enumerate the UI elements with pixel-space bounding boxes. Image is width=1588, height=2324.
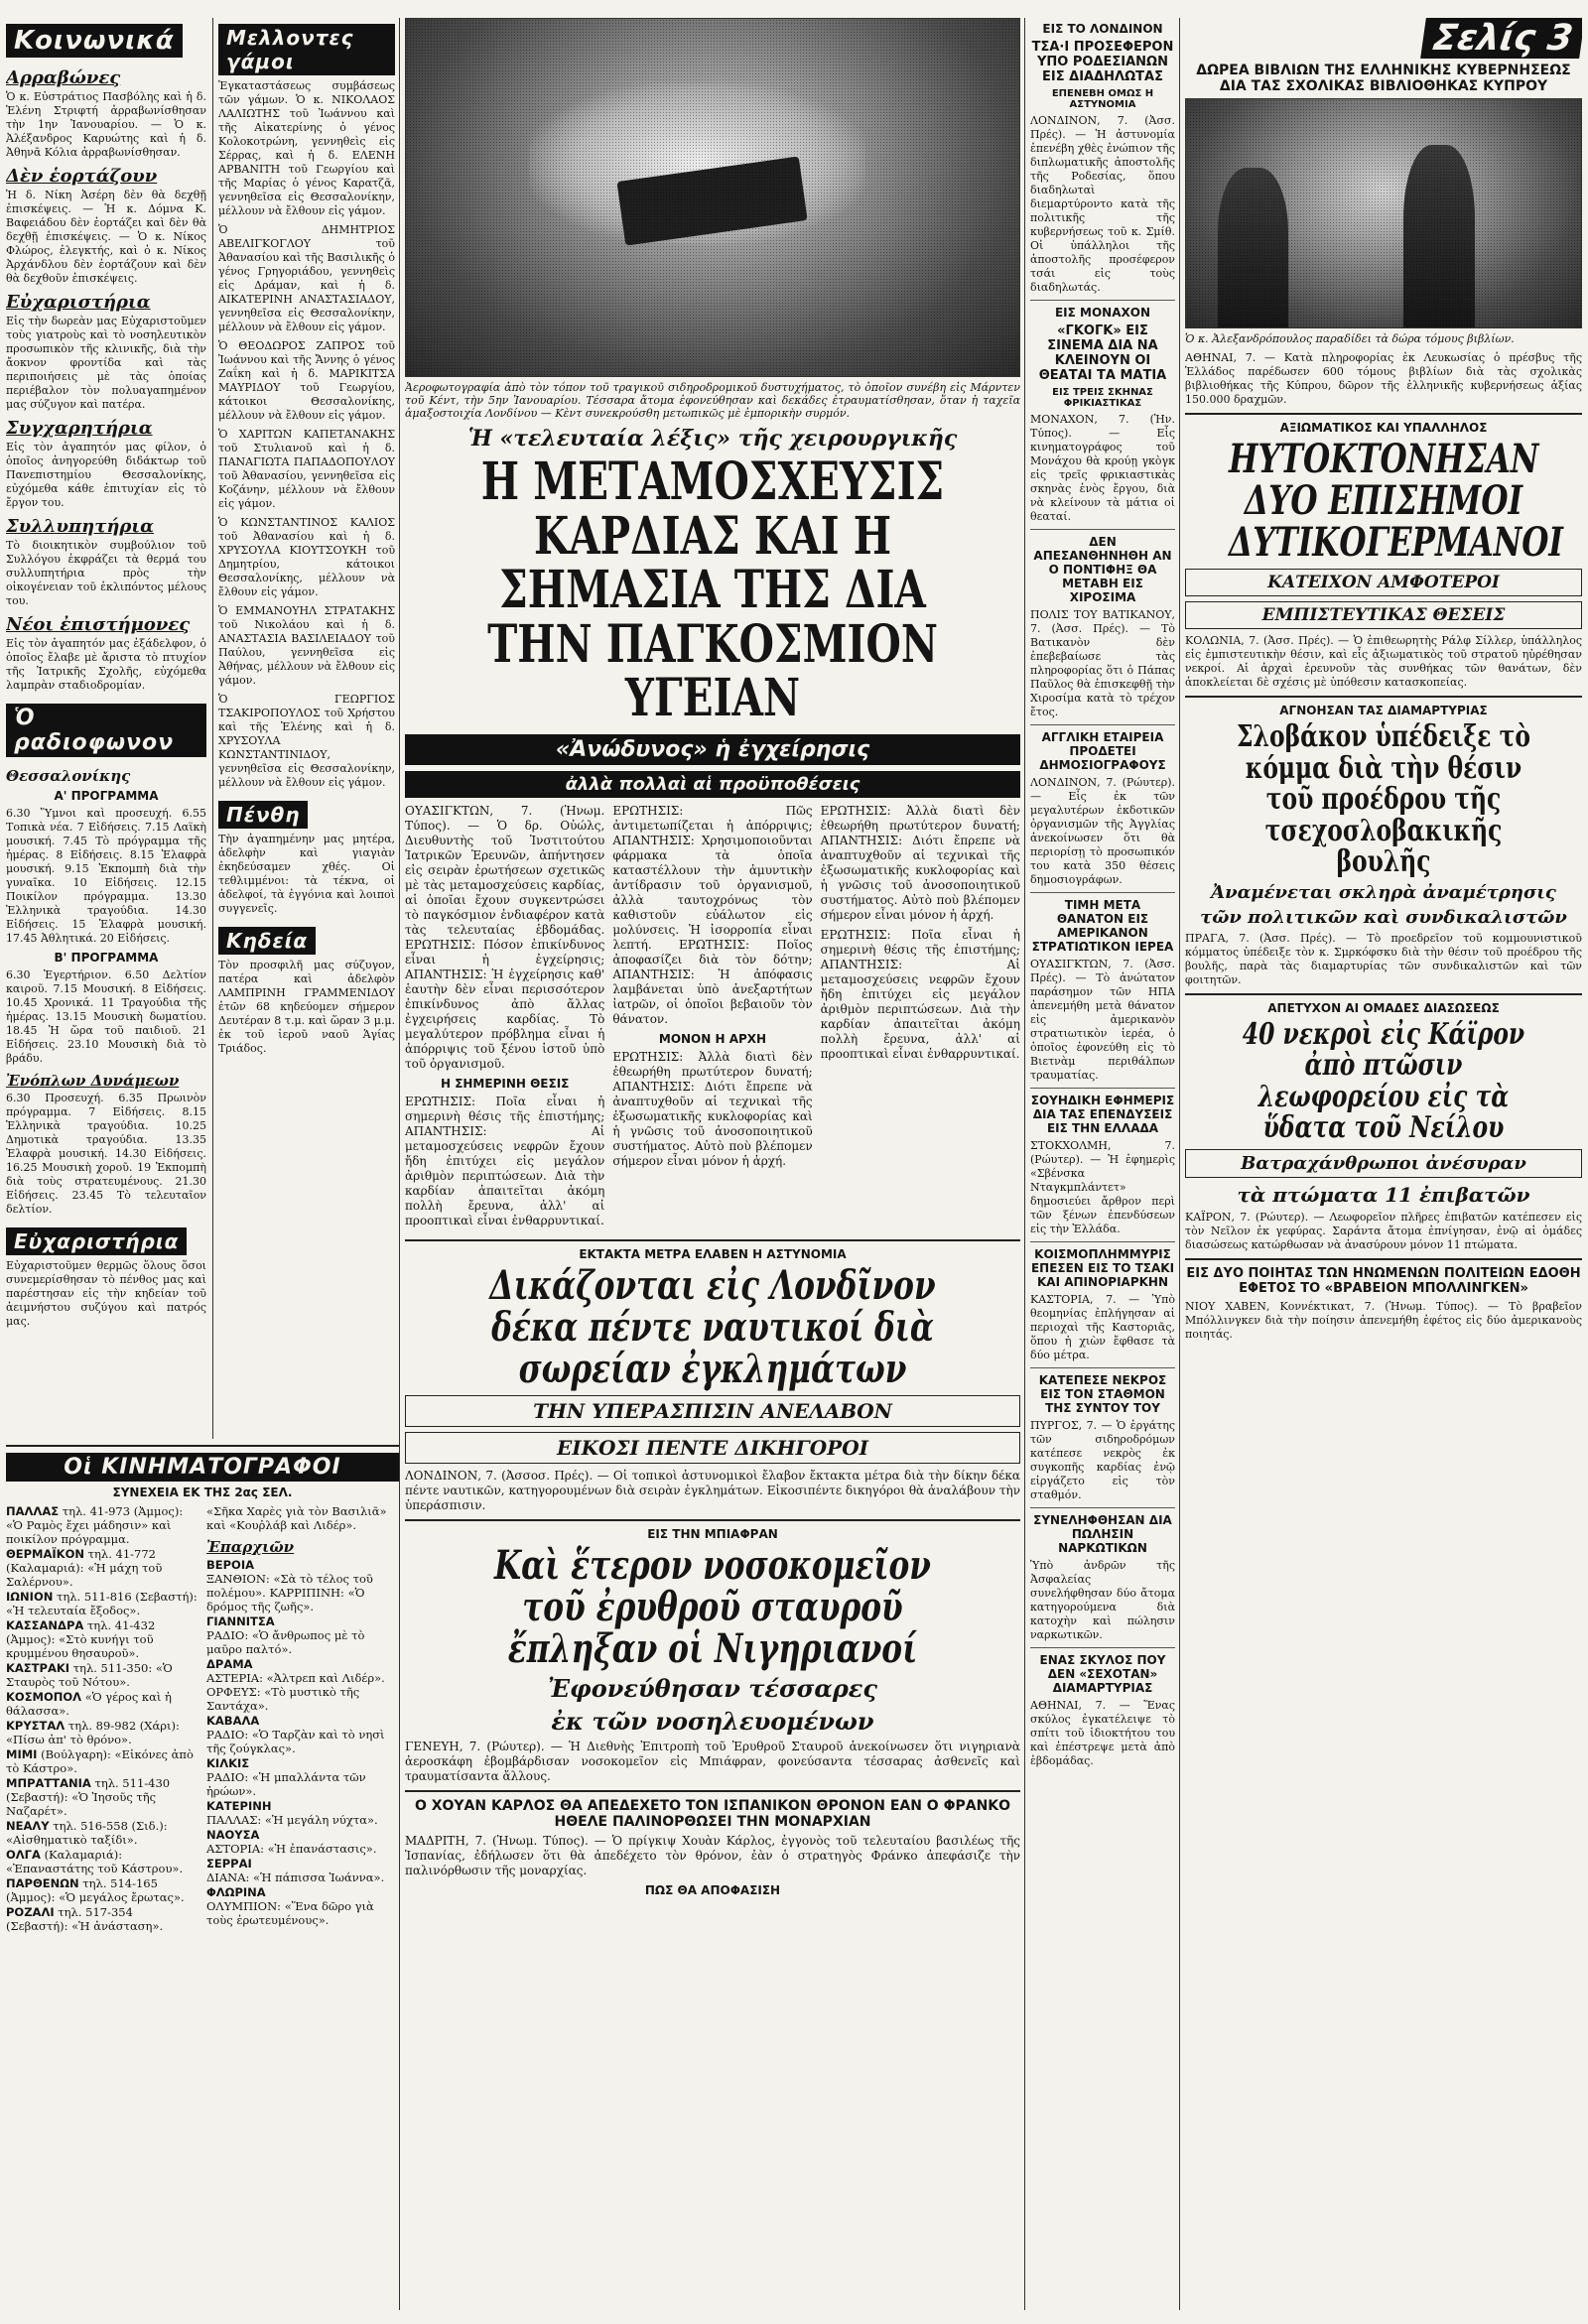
program-a-title: Α' ΠΡΟΓΡΑΜΜΑ (54, 789, 159, 803)
engagements-title: Αρραβώνες (6, 67, 121, 88)
heart-article-text: ΟΥΑΣΙΓΚΤΩΝ, 7. (Ἡνωμ. Τύπος). — Ὁ δρ. Οὐώλς, Διευθυντὴς τοῦ Ἰνστιτούτου Ἰατρικῶν Ἐρευνῶν, ἀπήντησεν εἰς σειρὰν ἐρωτήσεων σχετικῶς μὲ τὰς μεταμοσχεύσεις καρδίας, αἱ ὁποῖαι ἔχουν συγκεντρώσει τὸ παγκόσμιον ἐνδιαφέρον κατὰ τὰς τελευταίας ἑβδομάδας. ΕΡΩΤΗΣΙΣ: Πόσον ἐπικίνδυνος εἶναι ἡ ἐγχείρησις; ΑΠΑΝΤΗΣΙΣ: Ἡ ἐγχείρησις καθ' ἑαυτὴν δὲν εἶναι περισσότερον ἐπικίνδυνος ἀπὸ ἄλλας ἐγχειρήσεις καρδίας. Τὸ μεγαλύτερον πρόβλημα εἶναι ἡ ἀπόρριψις τοῦ ξένου ἱστοῦ ὑπὸ τοῦ ὀργανισμοῦ. (405, 803, 605, 1071)
cinema-entry: ΙΩΝΙΟΝ τηλ. 511-816 (Σεβαστή): «Ἡ τελευταία ἔξοδος». (6, 1590, 198, 1617)
slovak-sub: Ἀναμένεται σκληρὰ ἀναμέτρησις (1211, 881, 1556, 903)
heart-kicker: Ἡ «τελευταία λέξις» τῆς χειρουργικῆς (467, 426, 958, 452)
heart-subhead: «Ἀνώδυνος» ἡ ἐγχείρησις (405, 734, 1020, 765)
short-news-column (1030, 18, 1175, 2310)
province-entry: ΝΑΟΥΣΑ ΑΣΤΟΡΙΑ: «Ἡ ἐπανάστασις». (206, 1828, 377, 1856)
divider (1185, 993, 1582, 995)
suicide-kicker: ΑΞΙΩΜΑΤΙΚΟΣ ΚΑΙ ΥΠΑΛΛΗΛΟΣ (1279, 421, 1488, 435)
slovak-kicker: ΑΓΝΟΗΣΑΝ ΤΑΣ ΔΙΑΜΑΡΤΥΡΙΑΣ (1279, 704, 1488, 717)
scientists-title: Νέοι ἐπιστήμονες (6, 614, 191, 635)
news-text: ΠΟΛΙΣ ΤΟΥ ΒΑΤΙΚΑΝΟΥ, 7. (Ἀσσ. Πρές). — Τὸ Βατικανὸν δὲν ἐπεβεβαίωσε τὰς πληροφορίας ὅτι ὁ Πάπας Παῦλος θὰ ἐπισκεφθῇ τὴν Χιροσίμα κατὰ τὸ τρέχον ἔτος. (1030, 608, 1175, 718)
cairo-headline: 40 νεκροὶ εἰς Κάϊρον ἀπὸ πτῶσιν λεωφορείου εἰς τὰ ὕδατα τοῦ Νείλου (1242, 1016, 1525, 1145)
news-headline: ΕΝΑΣ ΣΚΥΛΟΣ ΠΟΥ ΔΕΝ «ΣΕΧΟΤΑΝ» ΔΙΑΜΑΡΤΥΡΙΑΣ (1039, 1653, 1166, 1695)
cinema-section (6, 1439, 399, 2312)
cinema-entry: ΟΛΓΑ (Καλαμαριά): «Ἐπαναστάτης τοῦ Κάστρου». (6, 1848, 184, 1875)
news-text: ΛΟΝΔΙΝΟΝ, 7. (Ἀσσ. Πρές). — Ἡ ἀστυνομία ἐπενέβη χθὲς ἐνώπιον τῆς διπλωματικῆς ἀποστολῆς τῆς Ροδεσίας, ὅπου διαδηλωταὶ διεμαρτύροντο κατὰ τῆς πολιτικῆς τῆς κυβερνήσεως τοῦ κ. Σμίθ. Οἱ ὑπάλληλοι τῆς ἀποστολῆς προσέφερον τσάι εἰς τοὺς διαδηλωτάς. (1030, 114, 1175, 294)
news-text: Ὑπὸ ἀνδρῶν τῆς Ἀσφαλείας συνελήφθησαν δύο ἄτομα κατηγορούμενα διὰ κατοχὴν καὶ πώλησιν ναρκωτικῶν. (1030, 1559, 1175, 1641)
suicide-box: ΚΑΤΕΙΧΟΝ ΑΜΦΟΤΕΡΟΙ (1185, 569, 1582, 596)
wedding-notice: Ὁ ΘΕΟΔΩΡΟΣ ΖΑΠΡΟΣ τοῦ Ἰωάννου καὶ τῆς Ἄννης ὁ γένος Ζαΐκη καὶ ἡ δ. ΜΑΡΙΚΙΤΣΑ ΜΑΥΡΙΔΟΥ τοῦ Γεωργίου, κάτοικοι Θεσσαλονίκης, μέλλουν νὰ ἔλθουν εἰς γάμον. (218, 339, 395, 422)
news-text: ΚΑΣΤΟΡΙΑ, 7. — Ὑπὸ θεομηνίας ἐπλήγησαν αἱ περιοχαὶ τῆς Καστοριᾶς, ὅπου ἡ χιὼν ἔφθασε τὰ δύο μέτρα. (1030, 1293, 1175, 1361)
cinema-subhead: ΣΥΝΕΧΕΙΑ ΕΚ ΤΗΣ 2ας ΣΕΛ. (112, 1485, 293, 1499)
books-photo (1185, 98, 1582, 328)
biafra-sub: Ἐφονεύθησαν τέσσαρες (547, 1673, 878, 1703)
divider (6, 1445, 399, 1447)
news-headline: ΔΕΝ ΑΠΕΣΑΝΘΗΝΗΘΗ ΑΝ Ο ΠΟΝΤΙΦΗΞ ΘΑ ΜΕΤΑΒΗ ΕΙΣ ΧΙΡΟΣΙΜΑ (1033, 535, 1172, 604)
london-headline: Δικάζονται εἰς Λονδῖνον δέκα πέντε ναυτικοί διὰ σωρείαν ἐγκλημάτων (489, 1261, 936, 1392)
suicide-headline: ΗΥΤΟΚΤΟΝΗΣΑΝ ΔΥΟ ΕΠΙΣΗΜΟΙ ΔΥΤΙΚΟΓΕΡΜΑΝΟΙ (1229, 436, 1564, 566)
thanks-title: Εὐχαριστήρια (6, 292, 151, 313)
news-subhead: ΕΙΣ ΤΡΕΙΣ ΣΚΗΝΑΣ ΦΡΙΚΙΑΣΤΙΚΑΣ (1052, 387, 1153, 409)
poets-headline: ΕΙΣ ΔΥΟ ΠΟΙΗΤΑΣ ΤΩΝ ΗΝΩΜΕΝΩΝ ΠΟΛΙΤΕΙΩΝ ΕΔΟΘΗ ΕΦΕΤΟΣ ΤΟ «ΒΡΑΒΕΙΟΝ ΜΠΟΛΛΙΝΓΚΕΝ» (1186, 1265, 1581, 1296)
slovak-headline: Σλοβάκον ὑπέδειξε τὸ κόμμα διὰ τὴν θέσιν τοῦ προέδρου τῆς τσεχοσλοβακικῆς βουλῆς (1237, 719, 1530, 879)
news-headline: ΑΓΓΛΙΚΗ ΕΤΑΙΡΕΙΑ ΠΡΟΔΕΤΕΙ ΔΗΜΟΣΙΟΓΡΑΦΟΥΣ (1039, 730, 1166, 772)
biafra-text: ΓΕΝΕΥΗ, 7. (Ρώυτερ). — Ἡ Διεθνὴς Ἐπιτροπὴ τοῦ Ἐρυθροῦ Σταυροῦ ἀνεκοίνωσεν ὅτι νιγηριανὰ ἀεροσκάφη ἐβομβάρδισαν νοσοκομεῖον εἰς Μπιάφραν, φονεύσαντα τέσσαρας ἀσθενεῖς καὶ τραυματίσαντα ἄλλους. (405, 1739, 1020, 1783)
cinema-banner: Οἱ ΚΙΝΗΜΑΤΟΓΡΑΦΟΙ (6, 1453, 399, 1482)
wedding-notice: Ὁ ΓΕΩΡΓΙΟΣ ΤΣΑΚΙΡΟΠΟΥΛΟΣ τοῦ Χρήστου καὶ τῆς Ἑλένης καὶ ἡ δ. ΧΡΥΣΟΥΛΑ ΚΩΝΣΤΑΝΤΙΝΙΔΟΥ, γεννηθεῖσα εἰς Θεσσαλονίκην, μέλλουν νὰ ἔλθουν εἰς γάμον. (218, 693, 395, 789)
biafra-kicker: ΕΙΣ ΤΗΝ ΜΠΙΑΦΡΑΝ (647, 1526, 778, 1541)
heart-section-title: ΜΟΝΟΝ Η ΑΡΧΗ (658, 1031, 767, 1046)
cinema-entry: ΚΑΣΣΑΝΔΡΑ τηλ. 41-432 (Ἀμμος): «Στὸ κυνήγι τοῦ κρυμμένου θησαυροῦ». (6, 1618, 156, 1660)
funeral-text: Τὸν προσφιλῆ μας σύζυγον, πατέρα καὶ ἀδελφὸν ΛΑΜΠΡΙΝΗ ΓΡΑΜΜΕΝΙΔΟΥ ἐτῶν 68 κηδεύομεν σήμερον Δευτέραν 8 τ.μ. καὶ ὥραν 3 μ.μ. ἐκ τοῦ ἱεροῦ ναοῦ Ἁγίας Τριάδος. (218, 959, 395, 1055)
thanks-text: Εἰς τὴν δωρεὰν μας Εὐχαριστοῦμεν τοὺς γιατροὺς καὶ τὸ νοσηλευτικὸν προσωπικὸν τῆς κλινικῆς, διὰ τὴν ἄοκνον φροντίδα καὶ τὰς περιποιήσεις μὲ τὰς ὁποίας περιέβαλον τὸν πολυαγαπημένον μας σύζυγον καὶ πατέρα. (6, 315, 206, 411)
scientists-text: Εἰς τὸν ἀγαπητόν μας ἐξάδελφον, ὁ ὁποῖος ἔλαβε μὲ ἄριστα τὸ πτυχίον τῆς Ἰατρικῆς Σχολῆς, εὐχόμεθα λαμπρὰν σταδιοδρομίαν. (6, 637, 206, 692)
suicide-text: ΚΟΛΩΝΙΑ, 7. (Ἀσσ. Πρές). — Ὁ ἐπιθεωρητὴς Ράλφ Σίλλερ, ὑπάλληλος εἰς ἐμπιστευτικὴν θέσιν, καὶ εἷς ἀξιωματικὸς τοῦ στρατοῦ ηὑρέθησαν νεκροί. Αἱ ἀρχαὶ ἐρευνοῦν τὰς συνθήκας τῶν θανάτων, δὲν ἀποκλείεται δὲ σχέσις μὲ ὑπόθεσιν κατασκοπείας. (1185, 634, 1582, 689)
mourning-banner: Πένθη (218, 801, 308, 829)
heart-subhead-2: ἀλλὰ πολλαὶ αἱ προϋποθέσεις (405, 771, 1020, 798)
province-entry: ΚΙΛΚΙΣ ΡΑΔΙΟ: «Ἡ μπαλλάντα τῶν ἡρώων». (206, 1756, 366, 1798)
suicide-box: ΕΜΠΙΣΤΕΥΤΙΚΑΣ ΘΕΣΕΙΣ (1185, 601, 1582, 629)
cinema-list-provinces (206, 1503, 399, 1934)
news-text: ΣΤΟΚΧΟΛΜΗ, 7. (Ρώυτερ). — Ἡ ἐφημερὶς «Σβένσκα Νταγκμπλάντετ» δημοσιεύει ἄρθρον περὶ τῶν ξένων ἐπενδύσεων εἰς τὴν Ἑλλάδα. (1030, 1139, 1175, 1235)
weddings-column (218, 18, 395, 1447)
news-text: ΛΟΝΔΙΝΟΝ, 7. (Ρώυτερ). — Εἷς ἐκ τῶν μεγαλυτέρων ἐκδοτικῶν ὀργανισμῶν τῆς Ἀγγλίας ἀνεκοίνωσεν ὅτι θὰ περιορίσῃ τὸ προσωπικόν του κατὰ 350 θέσεις δημοσιογράφων. (1030, 776, 1175, 886)
photo-caption: Ἀεροφωτογραφία ἀπὸ τὸν τόπον τοῦ τραγικοῦ σιδηροδρομικοῦ δυστυχήματος, τὸ ὁποῖον συνέβη εἰς Μάρντεν τοῦ Κέντ, τὴν 5ην Ἰανουαρίου. Τέσσαρα ἄτομα ἐφονεύθησαν καὶ δεκάδες ἐτραυματίσθησαν, ὅταν ἡ ταχεῖα ἁμαξοστοιχία Λονδίνου — Κὲντ συνεκρούσθη μετωπικῶς μὲ ἐμπορικὴν συρμόν. (405, 381, 1020, 420)
weddings-banner: Μελλοντες γάμοι (218, 24, 395, 75)
nameday-title: Δὲν ἑορτάζουν (6, 166, 158, 187)
center-columns (405, 18, 1020, 2310)
slovak-sub: τῶν πολιτικῶν καὶ συνδικαλιστῶν (1200, 906, 1567, 928)
province-entry: ΔΡΑΜΑ ΑΣΤΕΡΙΑ: «Ἀλτρεπ καὶ Λιδέρ». ΟΡΦΕΥΣ: «Τὸ μυστικὸ τῆς Σαντάχα». (206, 1657, 385, 1713)
social-banner: Κοινωνικά (6, 24, 183, 58)
condolence-title: Συλλυπητήρια (6, 516, 154, 537)
news-subhead: ΕΠΕΝΕΒΗ ΟΜΩΣ Η ΑΣΤΥΝΟΜΙΑ (1051, 88, 1154, 110)
program-a-text: 6.30 Ὕμνοι καὶ προσευχή. 6.55 Τοπικὰ νέα. 7 Εἰδήσεις. 7.15 Λαϊκὴ μουσική. 7.45 Τὸ πρόγραμμα τῆς ἡμέρας. 8 Εἰδήσεις. 8.15 Ἑλαφρὰ μουσική. 9.15 Ἐκπομπὴ διὰ τὴν γυναῖκα. 10 Εἰδήσεις. 12.15 Ποικίλον πρόγραμμα. 13.30 Ἐλληνικὰ τραγούδια. 14.30 Εἰδήσεις. 15 Ἑλαφρὰ μουσική. 17.45 Ἀθλητικά. 20 Εἰδήσεις. (6, 807, 206, 945)
divider (1185, 696, 1582, 698)
heart-article-text: ΕΡΩΤΗΣΙΣ: Πῶς ἀντιμετωπίζεται ἡ ἀπόρριψις; ΑΠΑΝΤΗΣΙΣ: Χρησιμοποιοῦνται φάρμακα τὰ ὁποῖα καταστέλλουν τὴν ἀμυντικὴν ἀντίδρασιν τοῦ ὀργανισμοῦ, ἀλλὰ ταυτοχρόνως τὸν καθιστοῦν εὐάλωτον εἰς μολύνσεις. Ἡ ἰσορροπία εἶναι λεπτή. ΕΡΩΤΗΣΙΣ: Ποῖος ἀποφασίζει διὰ τὸν δότην; ΑΠΑΝΤΗΣΙΣ: Ἡ ἀπόφασις λαμβάνεται ὑπὸ ἀνεξαρτήτων ἰατρῶν, οἱ ὁποῖοι βεβαιοῦν τὸν θάνατον. (612, 803, 813, 1026)
london-box: ΤΗΝ ΥΠΕΡΑΣΠΙΣΙΝ ΑΝΕΛΑΒΟΝ (405, 1395, 1020, 1427)
divider (1185, 413, 1582, 415)
province-entry: ΣΕΡΡΑΙ ΔΙΑΝΑ: «Ἡ πάπισσα Ἰωάννα». (206, 1857, 385, 1884)
cairo-kicker: ΑΠΕΤΥΧΟΝ ΑΙ ΟΜΑΔΕΣ ΔΙΑΣΩΣΕΩΣ (1267, 1000, 1500, 1015)
heart-article-text: ΕΡΩΤΗΣΙΣ: Ποῖα εἶναι ἡ σημερινὴ θέσις τῆς ἐπιστήμης; ΑΠΑΝΤΗΣΙΣ: Αἱ μεταμοσχεύσεις νεφρῶν ἔχουν ἤδη ἐπιτύχει εἰς μεγάλον ἀριθμὸν περιπτώσεων. Διὰ τὴν καρδίαν ἀπαιτεῖται ἀκόμη πολλὴ ἔρευνα, ἀλλ' αἱ προοπτικαὶ εἶναι ἐνθαρρυντικαί. (405, 1094, 605, 1227)
radio-sub: Θεσσαλονίκης (6, 767, 131, 785)
news-headline: «ΓΚΟΓΚ» ΕΙΣ ΣΙΝΕΜΑ ΔΙΑ ΝΑ ΚΛΕΙΝΟΥΝ ΟΙ ΘΕΑΤΑΙ ΤΑ ΜΑΤΙΑ (1038, 323, 1167, 383)
congrats-title: Συγχαρητήρια (6, 418, 153, 439)
news-headline: ΤΙΜΗ ΜΕΤΑ ΘΑΝΑΤΟΝ ΕΙΣ ΑΜΕΡΙΚΑΝΟΝ ΣΤΡΑΤΙΩΤΙΚΟΝ ΙΕΡΕΑ (1031, 898, 1174, 954)
cinema-entry: ΘΕΡΜΑΪΚΟΝ τηλ. 41-772 (Καλαμαριά): «Ἡ μάχη τοῦ Σαλέρνου». (6, 1547, 163, 1589)
train-crash-photo (405, 18, 1020, 377)
news-headline: ΣΥΝΕΛΗΦΘΗΣΑΝ ΔΙΑ ΠΩΛΗΣΙΝ ΝΑΡΚΩΤΙΚΩΝ (1033, 1513, 1172, 1555)
cinema-entry: ΜΙΜΙ (Βούλγαρη): «Εἰκόνες ἀπὸ τὸ Κάστρο». (6, 1747, 194, 1775)
cairo-text: ΚΑΪΡΟΝ, 7. (Ρώυτερ). — Λεωφορεῖον πλῆρες ἐπιβατῶν κατέπεσεν εἰς τὸν Νεῖλον ἐκ γεφύρας. Σαράντα ἄτομα ἐπνίγησαν, ἐνῷ αἱ ὁμάδες διασώσεως κατώρθωσαν νὰ ἀνασύρουν μόνον 11 πτώματα. (1185, 1210, 1582, 1251)
mourning-text: Τὴν ἀγαπημένην μας μητέρα, ἀδελφὴν καὶ γιαγιὰν ἐκηδεύσαμεν χθές. Οἱ τεθλιμμένοι: τὰ τέκνα, οἱ ἀδελφοί, τὰ ἐγγόνια καὶ λοιποὶ συγγενεῖς. (218, 833, 395, 915)
spain-text: ΜΑΔΡΙΤΗ, 7. (Ἡνωμ. Τύπος). — Ὁ πρίγκιψ Χουὰν Κάρλος, ἐγγονὸς τοῦ τελευταίου βασιλέως τῆς Ἱσπανίας, ἐδήλωσεν ὅτι θὰ ἀπεδέχετο τὸν θρόνον, ἐὰν ὁ στρατηγὸς Φράνκο ἀπεφάσιζε τὴν παλινόρθωσιν τῆς μοναρχίας. (405, 1833, 1020, 1877)
wedding-notice: Ὁ ΔΗΜΗΤΡΙΟΣ ΑΒΕΛΙΓΚΟΓΛΟΥ τοῦ Ἀθανασίου καὶ τῆς Βασιλικῆς ὁ γένος Γρηγοριάδου, γεννηθεὶς εἰς Δράμαν, καὶ ἡ δ. ΑΙΚΑΤΕΡΙΝΗ ΑΝΑΣΤΑΣΙΑΔΟΥ, γεννηθεῖσα εἰς Θεσσαλονίκην, μέλλουν νὰ ἔλθουν εἰς γάμον. (218, 223, 395, 333)
right-column (1185, 18, 1582, 2310)
funeral-banner: Κηδεία (218, 927, 316, 955)
divider (1185, 1258, 1582, 1260)
news-headline: ΤΣΑ·Ι ΠΡΟΣΕΦΕΡΟΝ ΥΠΟ ΡΟΔΕΣΙΑΝΩΝ ΕΙΣ ΔΙΑΔΗΛΩΤΑΣ (1031, 40, 1174, 84)
engagements-text: Ὁ κ. Εὐστράτιος Πασβόλης καὶ ἡ δ. Ἑλένη Στριφτή ἀρραβωνίσθησαν τὴν 1ην Ἰανουαρίου. — Ὁ κ. Ἀλέξανδρος Καρυώτης καὶ ἡ δ. Ἀθηνᾶ Κόλια ἀρραβωνίσθησαν. (6, 90, 206, 159)
spain-headline: Ο ΧΟΥΑΝ ΚΑΡΛΟΣ ΘΑ ΑΠΕΔΕΧΕΤΟ ΤΟΝ ΙΣΠΑΝΙΚΟΝ ΘΡΟΝΟΝ ΕΑΝ Ο ΦΡΑΝΚΟ ΗΘΕΛΕ ΠΑΛΙΝΟΡΘΩΣΕΙ ΤΗΝ ΜΟΝΑΡΧΙΑΝ (414, 1797, 1011, 1830)
books-headline: ΔΩΡΕΑ ΒΙΒΛΙΩΝ ΤΗΣ ΕΛΛΗΝΙΚΗΣ ΚΥΒΕΡΝΗΣΕΩΣ ΔΙΑ ΤΑΣ ΣΧΟΛΙΚΑΣ ΒΙΒΛΙΟΘΗΚΑΣ ΚΥΠΡΟΥ (1196, 63, 1571, 94)
cairo-sub: τὰ πτώματα 11 ἐπιβατῶν (1237, 1182, 1530, 1207)
column-rule (399, 18, 400, 2310)
congrats-text: Εἰς τὸν ἀγαπητόν μας φίλον, ὁ ὁποῖος ἀνηγορεύθη διδάκτωρ τοῦ Πανεπιστημίου Θεσσαλονίκης, εὐχόμεθα κάθε ἐπιτυχίαν εἰς τὸ ἔργον του. (6, 441, 206, 509)
news-headline: ΣΟΥΗΔΙΚΗ ΕΦΗΜΕΡΙΣ ΔΙΑ ΤΑΣ ΕΠΕΝΔΥΣΕΙΣ ΕΙΣ ΤΗΝ ΕΛΛΑΔΑ (1030, 1094, 1175, 1135)
program-b-title: Β' ΠΡΟΓΡΑΜΜΑ (54, 951, 159, 965)
cinema-entry: ΚΡΥΣΤΑΛ τηλ. 89-982 (Χάρι): «Πίσω ἀπ' τὸ θρόνο». (6, 1719, 180, 1746)
poets-text: ΝΙΟΥ ΧΑΒΕΝ, Κοννέκτικατ, 7. (Ἡνωμ. Τύπος). — Τὸ βραβεῖον Μπόλλινγκεν διὰ τὴν ποίησιν ἀπενεμήθη ἐφέτος εἰς δύο ἀμερικανοὺς ποιητάς. (1185, 1299, 1582, 1341)
divider (405, 1239, 1020, 1241)
heart-article-text: ΕΡΩΤΗΣΙΣ: Ποῖα εἶναι ἡ σημερινὴ θέσις τῆς ἐπιστήμης; ΑΠΑΝΤΗΣΙΣ: Αἱ μεταμοσχεύσεις νεφρῶν ἔχουν ἤδη ἐπιτύχει εἰς μεγάλον ἀριθμὸν περιπτώσεων. Διὰ τὴν καρδίαν ἀπαιτεῖται ἀκόμη πολλὴ ἔρευνα, ἀλλ' αἱ προοπτικαὶ εἶναι ἐνθαρρυντικαί. (820, 927, 1020, 1061)
radio-banner: Ὁ ραδιοφωνον (6, 704, 206, 757)
province-entry: ΚΑΤΕΡΙΝΗ ΠΑΛΛΑΣ: «Ἡ μεγάλη νύχτα». (206, 1799, 378, 1827)
cinema-entry: ΠΑΡΘΕΝΩΝ τηλ. 514-165 (Ἀμμος): «Ὁ μεγάλος ἔρωτας». (6, 1876, 185, 1904)
condolence-text: Τὸ διοικητικὸν συμβούλιον τοῦ Συλλόγου ἐκφράζει τὰ θερμά του συλλυπητήρια πρὸς τὴν οἰκογένειαν τοῦ ἐκλιπόντος μέλους του. (6, 539, 206, 607)
london-box: ΕΙΚΟΣΙ ΠΕΝΤΕ ΔΙΚΗΓΟΡΟΙ (405, 1432, 1020, 1464)
province-entry: ΚΑΒΑΛΑ ΡΑΔΙΟ: «Ὁ Ταρζὰν καὶ τὸ νησὶ τῆς ζούγκλας». (206, 1714, 385, 1755)
column-rule (1179, 18, 1180, 2310)
cinema-entry: ΡΟΖΑΛΙ τηλ. 517-354 (Σεβαστή): «Ἡ ἀνάσταση». (6, 1905, 164, 1933)
thanks2-banner: Εὐχαριστήρια (6, 1227, 187, 1255)
heart-section-title: Η ΣΗΜΕΡΙΝΗ ΘΕΣΙΣ (440, 1076, 570, 1091)
news-text: ΠΥΡΓΟΣ, 7. — Ὁ ἐργάτης τῶν σιδηροδρόμων κατέπεσε νεκρὸς ἐκ συγκοπῆς καρδίας ἐνῷ εἰργάζετο εἰς τὸν σταθμόν. (1030, 1419, 1175, 1501)
column-rule (1024, 18, 1025, 2310)
news-text: ΜΟΝΑΧΟΝ, 7. (Ἡν. Τύπος). — Εἷς κινηματογράφος τοῦ Μονάχου θὰ κρούῃ γκὸγκ εἰς τρεῖς φρικιαστικὰς σκηνὰς ἑνὸς ἔργου, διὰ νὰ κλείνουν τὰ μάτια οἱ θεαταί. (1030, 413, 1175, 523)
books-caption: Ὁ κ. Ἀλεξανδρόπουλος παραδίδει τὰ δώρα τόμους βιβλίων. (1185, 332, 1515, 345)
cairo-sub: Βατραχάνθρωποι ἀνέσυραν (1185, 1149, 1582, 1178)
slovak-text: ΠΡΑΓΑ, 7. (Ἀσσ. Πρές). — Τὸ προεδρεῖον τοῦ κομμουνιστικοῦ κόμματος ὑπέδειξε τὸν κ. Σμρκόφσκυ διὰ τὴν θέσιν τοῦ προέδρου τῆς βουλῆς, παρὰ τὰς διαμαρτυρίας τῶν συνδικαλιστῶν καὶ τῶν φοιτητῶν. (1185, 931, 1582, 986)
wedding-notice: Ὁ ΚΩΝΣΤΑΝΤΙΝΟΣ ΚΑΛΙΟΣ τοῦ Ἀθανασίου καὶ ἡ δ. ΧΡΥΣΟΥΛΑ ΚΙΟΥΤΣΟΥΚΗ τοῦ Δημητρίου, κάτοικοι Θεσσαλονίκης, μέλλουν νὰ ἔλθουν εἰς γάμον. (218, 516, 395, 598)
heart-article-text: ΕΡΩΤΗΣΙΣ: Ἀλλὰ διατὶ δὲν ἐθεωρήθη πρωτύτερον δυνατή; ΑΠΑΝΤΗΣΙΣ: Διότι ἔπρεπε νὰ ἀναπτυχθοῦν αἱ τεχνικαὶ τῆς ἐξωσωματικῆς κυκλοφορίας καὶ ἡ γνῶσις τοῦ ἀνοσοποιητικοῦ συστήματος. Αὐτὸ ποὺ βλέπομεν σήμερον εἶναι μόνον ἡ ἀρχή. (820, 803, 1020, 922)
cinema-entry: ΠΑΛΛΑΣ τηλ. 41-973 (Ἀμμος): «Ὁ Ραμὸς ἔχει μάδησιν» καὶ ποικίλον πρόγραμμα. (6, 1504, 184, 1546)
forces-title: Ἐνόπλων Δυνάμεων (6, 1072, 180, 1090)
london-kicker: ΕΚΤΑΚΤΑ ΜΕΤΡΑ ΕΛΑΒΕΝ Η ΑΣΤΥΝΟΜΙΑ (579, 1246, 847, 1261)
biafra-headline: Καὶ ἕτερον νοσοκομεῖον τοῦ ἐρυθροῦ σταυροῦ ἔπληξαν οἱ Νιγηριανοί (494, 1541, 931, 1672)
province-entry: ΓΙΑΝΝΙΤΣΑ ΡΑΔΙΟ: «Ὁ ἄνθρωπος μὲ τὸ μαῦρο παλτό». (206, 1614, 365, 1656)
provinces-title: Ἐπαρχιῶν (206, 1538, 295, 1556)
cinema-entry: ΝΕΑΛΥ τηλ. 516-558 (Σιδ.): «Αἰσθηματικὸ ταξίδι». (6, 1819, 168, 1847)
news-dateline: ΕΙΣ ΤΟ ΛΟΝΔΙΝΟΝ (1042, 22, 1163, 36)
spain-section-title: ΠΩΣ ΘΑ ΑΠΟΦΑΣΙΣΗ (644, 1882, 781, 1897)
wedding-notice: Ὁ ΧΑΡΙΤΩΝ ΚΑΠΕΤΑΝΑΚΗΣ τοῦ Στυλιανοῦ καὶ ἡ δ. ΠΑΝΑΓΙΩΤΑ ΠΑΠΑΔΟΠΟΥΛΟΥ τοῦ Ἀθανασίου, γεννηθεῖσα εἰς Κοζάνην, μέλλουν νὰ ἔλθουν εἰς γάμον. (218, 428, 395, 510)
province-entry: ΦΛΩΡΙΝΑ ΟΛΥΜΠΙΟΝ: «Ἕνα δῶρο γιὰ τοὺς ἐρωτευμένους». (206, 1885, 374, 1927)
news-dateline: ΕΙΣ ΜΟΝΑΧΟΝ (1054, 306, 1150, 320)
program-b-text: 6.30 Ἐγερτήριον. 6.50 Δελτίον καιροῦ. 7.15 Μουσική. 8 Εἰδήσεις. 10.45 Χρονικά. 11 Τραγούδια τῆς ἡμέρας. 13.15 Μουσικὴ δωματίου. 18.45 Ἡ ὥρα τοῦ παιδιοῦ. 21 Εἰδήσεις. 23.10 Μουσικὴ διὰ τὸ βράδυ. (6, 968, 206, 1065)
news-text: ΑΘΗΝΑΙ, 7. — Ἕνας σκύλος ἐγκατέλειψε τὸ σπίτι τοῦ ἰδιοκτήτου του καὶ ἐπέστρεψε μετὰ ἀπὸ ἑβδομάδας. (1030, 1699, 1175, 1767)
wedding-notice: Ὁ ΕΜΜΑΝΟΥΗΛ ΣΤΡΑΤΑΚΗΣ τοῦ Νικολάου καὶ ἡ δ. ΑΝΑΣΤΑΣΙΑ ΒΑΣΙΛΕΙΑΔΟΥ τοῦ Παύλου, γεννηθεῖσα εἰς Ἀθήνας, μέλλουν νὰ ἔλθουν εἰς γάμον. (218, 604, 395, 687)
nameday-text: Ἡ δ. Νίκη Ἀσέρη δὲν θὰ δεχθῇ ἐπισκέψεις. — Ἡ κ. Δόμνα Κ. Βαφειάδου δὲν ἑορτάζει καὶ δὲν θὰ δεχθῇ ἐπισκέψεις. — Ὁ κ. Νίκος Φλώρος, ἐλεγκτής, καὶ ὁ κ. Νίκος Ἀρχάνδλου δὲν ἑορτάζουν καὶ δὲν θὰ δεχθοῦν ἐπισκέψεις. (6, 189, 206, 285)
cinema-intro: «Σῆκα Χαρὲς γιὰ τὸν Βασιλιᾶ» καὶ «Κουῤλάβ καὶ Λιδέρ». (206, 1504, 387, 1532)
biafra-sub: ἐκ τῶν νοσηλευομένων (551, 1706, 874, 1736)
wedding-notice: Ἐγκαταστάσεως συμβάσεως τῶν γάμων. Ὁ κ. ΝΙΚΟΛΑΟΣ ΛΑΛΙΩΤΗΣ τοῦ Ἰωάννου καὶ τῆς Αἰκατερίνης ὁ γένος Κολοκοτρώνη, γεννηθεὶς εἰς Σέρρας, καὶ ἡ δ. ΕΛΕΝΗ ΑΡΒΑΝΙΤΗ τοῦ Γεωργίου καὶ τῆς Μαρίας ὁ γένος Καρατζᾶ, γεννηθεῖσα εἰς Θεσσαλονίκην, μέλλουν νὰ ἔλθουν εἰς γάμον. (218, 79, 395, 217)
forces-text: 6.30 Προσευχή. 6.35 Πρωινὸν πρόγραμμα. 7 Εἰδήσεις. 8.15 Ἑλληνικὰ τραγούδια. 10.25 Δημοτικὰ τραγούδια. 13.35 Ἐλαφρὰ μουσική. 14.30 Εἰδήσεις. 16.25 Μουσικὴ χοροῦ. 19 Ἐκπομπὴ διὰ τοὺς στρατευμένους. 21.30 Εἰδήσεις. 23.45 Τὸ τελευταῖον δελτίον. (6, 1092, 206, 1216)
news-text: ΟΥΑΣΙΓΚΤΩΝ, 7. (Ἀσσ. Πρές). — Τὸ ἀνώτατον παράσημον τῶν ΗΠΑ ἀπενεμήθη μετὰ θάνατον εἰς ἀμερικανὸν στρατιωτικὸν ἱερέα, ὁ ὁποῖος ἐφονεύθη εἰς τὸ Βιετνὰμ περιθάλπων τραυματίας. (1030, 958, 1175, 1082)
news-headline: ΚΟΙΣΜΟΠΛΗΜΜΥΡΙΣ ΕΠΕΣΕΝ ΕΙΣ ΤΟ ΤΣΑΚΙ ΚΑΙ ΑΠΙΝΟΡΙΑΡΚΗΝ (1030, 1247, 1175, 1289)
heart-article-text: ΕΡΩΤΗΣΙΣ: Ἀλλὰ διατὶ δὲν ἐθεωρήθη πρωτύτερον δυνατή; ΑΠΑΝΤΗΣΙΣ: Διότι ἔπρεπε νὰ ἀναπτυχθοῦν αἱ τεχνικαὶ τῆς ἐξωσωματικῆς κυκλοφορίας καὶ ἡ γνῶσις τοῦ ἀνοσοποιητικοῦ συστήματος. Αὐτὸ ποὺ βλέπομεν σήμερον εἶναι μόνον ἡ ἀρχή. (612, 1049, 813, 1168)
divider (405, 1790, 1020, 1792)
divider (405, 1519, 1020, 1521)
london-text: ΛΟΝΔΙΝΟΝ, 7. (Ἀσσοσ. Πρές). — Οἱ τοπικοὶ ἀστυνομικοὶ ἔλαβον ἔκτακτα μέτρα διὰ τὴν δίκην δέκα πέντε ναυτικῶν, κατηγορουμένων διὰ σειρὰν ἐγκλημάτων. Εἰκοσιπέντε δικηγόροι θὰ ἀναλάβουν τὴν ὑπεράσπισιν. (405, 1468, 1020, 1512)
news-headline: ΚΑΤΕΠΕΣΕ ΝΕΚΡΟΣ ΕΙΣ ΤΟΝ ΣΤΑΘΜΟΝ ΤΗΣ ΣΥΝΤΟΥ ΤΟΥ (1038, 1373, 1167, 1415)
cinema-entry: ΚΟΣΜΟΠΟΛ «Ὁ γέρος καὶ ἡ θάλασσα». (6, 1690, 172, 1718)
province-entry: ΒΕΡΟΙΑ ΞΑΝΘΙΟΝ: «Σὰ τὸ τέλος τοῦ πολέμου». ΚΑΡΡΙΠΙΝΗ: «Ὁ δρόμος τῆς ζωῆς». (206, 1558, 373, 1614)
thanks2-text: Εὐχαριστοῦμεν θερμῶς ὅλους ὅσοι συνεμερίσθησαν τὸ πένθος μας καὶ παρέστησαν εἰς τὴν κηδείαν τοῦ ἀειμνήστου συζύγου καὶ πατρός μας. (6, 1259, 206, 1328)
page-number-badge: Σελίς 3 (1420, 18, 1582, 59)
books-text: ΑΘΗΝΑΙ, 7. — Κατὰ πληροφορίας ἐκ Λευκωσίας ὁ πρέσβυς τῆς Ἑλλάδος παρέδωσεν 600 τόμους βιβλίων διὰ τὰς σχολικὰς βιβλιοθήκας τῆς Κύπρου, δῶρον τῆς ἑλληνικῆς κυβερνήσεως ἀξίας 150.000 δραχμῶν. (1185, 351, 1582, 406)
heart-headline: Η ΜΕΤΑΜΟΣΧΕΥΣΙΣ ΚΑΡΔΙΑΣ ΚΑΙ Η ΣΗΜΑΣΙΑ ΤΗΣ ΔΙΑ ΤΗΝ ΠΑΓΚΟΣΜΙΟΝ ΥΓΕΙΑΝ (480, 452, 945, 729)
cinema-entry: ΜΠΡΑΤΤΑΝΙΑ τηλ. 511-430 (Σεβαστή): «Ὁ Ἰησοῦς τῆς Ναζαρέτ». (6, 1776, 171, 1818)
cinema-entry: ΚΑΣΤΡΑΚΙ τηλ. 511-350: «Ὁ Σταυρὸς τοῦ Νότου». (6, 1661, 173, 1689)
cinema-list-city (6, 1503, 198, 1934)
